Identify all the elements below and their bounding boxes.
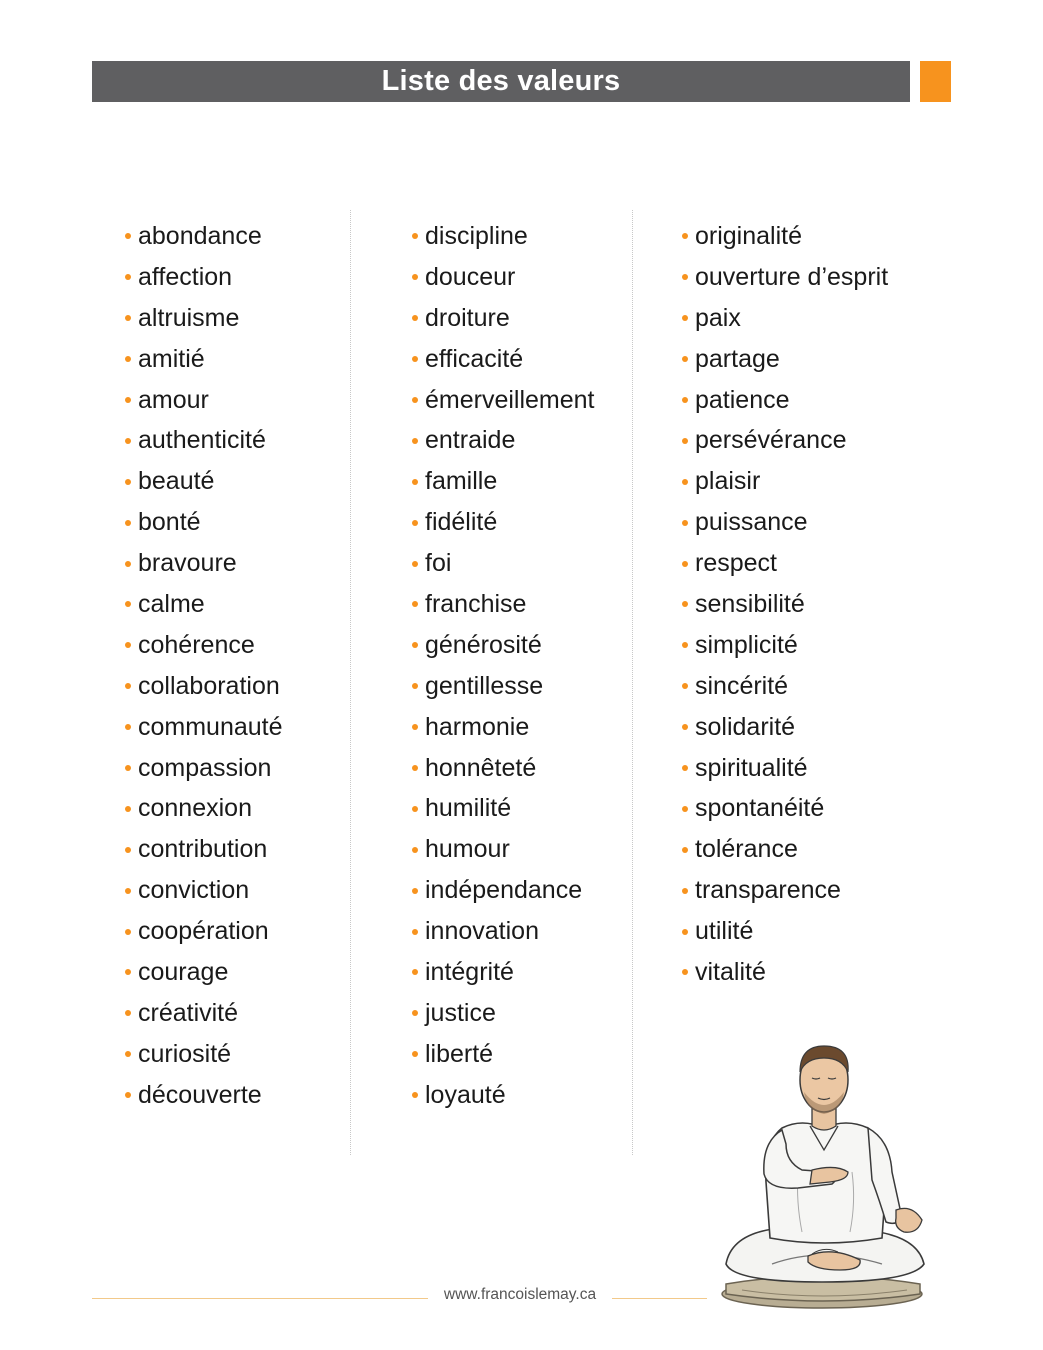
value-label: simplicité bbox=[695, 630, 798, 659]
bullet-icon bbox=[412, 683, 418, 689]
bullet-icon bbox=[125, 806, 131, 812]
value-label: émerveillement bbox=[425, 385, 595, 414]
value-label: découverte bbox=[138, 1080, 262, 1109]
value-item bbox=[412, 502, 595, 543]
value-item bbox=[682, 584, 888, 625]
value-label: harmonie bbox=[425, 712, 530, 741]
column-divider bbox=[350, 210, 351, 1155]
value-label: efficacité bbox=[425, 344, 524, 373]
bullet-icon bbox=[682, 438, 688, 444]
value-item bbox=[412, 666, 595, 707]
title-bar bbox=[92, 61, 910, 102]
value-label: abondance bbox=[138, 221, 262, 250]
values-column-3 bbox=[682, 216, 888, 993]
value-item bbox=[412, 257, 595, 298]
value-label: puissance bbox=[695, 508, 808, 537]
value-label: droiture bbox=[425, 303, 510, 332]
value-item bbox=[125, 543, 283, 584]
value-item bbox=[125, 298, 283, 339]
bullet-icon bbox=[412, 233, 418, 239]
value-item bbox=[412, 993, 595, 1034]
value-item bbox=[125, 584, 283, 625]
bullet-icon bbox=[682, 847, 688, 853]
value-item bbox=[682, 502, 888, 543]
value-item bbox=[412, 911, 595, 952]
value-item bbox=[412, 216, 595, 257]
value-item bbox=[682, 461, 888, 502]
value-item bbox=[412, 870, 595, 911]
value-item bbox=[682, 380, 888, 421]
value-label: innovation bbox=[425, 917, 539, 946]
bullet-icon bbox=[125, 724, 131, 730]
value-item bbox=[125, 461, 283, 502]
bullet-icon bbox=[682, 601, 688, 607]
footer-rule-left bbox=[92, 1298, 428, 1299]
value-label: gentillesse bbox=[425, 671, 544, 700]
value-label: spiritualité bbox=[695, 753, 808, 782]
value-label: calme bbox=[138, 589, 205, 618]
value-label: cohérence bbox=[138, 630, 255, 659]
value-label: partage bbox=[695, 344, 780, 373]
value-label: humour bbox=[425, 835, 510, 864]
bullet-icon bbox=[412, 888, 418, 894]
bullet-icon bbox=[412, 520, 418, 526]
bullet-icon bbox=[125, 888, 131, 894]
value-item bbox=[125, 257, 283, 298]
value-label: affection bbox=[138, 262, 233, 291]
bullet-icon bbox=[125, 438, 131, 444]
value-item bbox=[125, 829, 283, 870]
bullet-icon bbox=[125, 969, 131, 975]
bullet-icon bbox=[412, 847, 418, 853]
bullet-icon bbox=[412, 1010, 418, 1016]
value-item bbox=[125, 216, 283, 257]
bullet-icon bbox=[125, 642, 131, 648]
value-item bbox=[125, 707, 283, 748]
value-label: sincérité bbox=[695, 671, 789, 700]
value-label: plaisir bbox=[695, 467, 761, 496]
value-label: transparence bbox=[695, 876, 841, 905]
values-column-1 bbox=[125, 216, 283, 1116]
value-item bbox=[125, 339, 283, 380]
value-item bbox=[125, 952, 283, 993]
bullet-icon bbox=[125, 397, 131, 403]
value-label: conviction bbox=[138, 876, 250, 905]
value-label: entraide bbox=[425, 426, 516, 455]
value-label: authenticité bbox=[138, 426, 266, 455]
value-label: persévérance bbox=[695, 426, 847, 455]
value-label: courage bbox=[138, 957, 229, 986]
bullet-icon bbox=[412, 1092, 418, 1098]
bullet-icon bbox=[682, 561, 688, 567]
bullet-icon bbox=[682, 274, 688, 280]
value-label: compassion bbox=[138, 753, 272, 782]
value-item bbox=[412, 707, 595, 748]
value-label: créativité bbox=[138, 998, 239, 1027]
value-label: humilité bbox=[425, 794, 512, 823]
value-item bbox=[412, 829, 595, 870]
values-column-2 bbox=[412, 216, 595, 1116]
accent-square bbox=[920, 61, 951, 102]
value-label: ouverture d’esprit bbox=[695, 262, 889, 291]
value-label: originalité bbox=[695, 221, 803, 250]
value-label: honnêteté bbox=[425, 753, 537, 782]
value-label: spontanéité bbox=[695, 794, 825, 823]
value-item bbox=[682, 216, 888, 257]
value-item bbox=[412, 952, 595, 993]
value-label: intégrité bbox=[425, 957, 514, 986]
column-divider bbox=[632, 210, 633, 1155]
value-item bbox=[125, 993, 283, 1034]
value-item bbox=[682, 420, 888, 461]
value-label: tolérance bbox=[695, 835, 798, 864]
value-item bbox=[682, 788, 888, 829]
value-label: générosité bbox=[425, 630, 542, 659]
value-item bbox=[412, 461, 595, 502]
bullet-icon bbox=[125, 1092, 131, 1098]
value-label: bonté bbox=[138, 508, 201, 537]
value-item bbox=[412, 584, 595, 625]
bullet-icon bbox=[125, 847, 131, 853]
value-label: sensibilité bbox=[695, 589, 805, 618]
bullet-icon bbox=[125, 1010, 131, 1016]
bullet-icon bbox=[412, 806, 418, 812]
bullet-icon bbox=[682, 479, 688, 485]
value-item bbox=[412, 1034, 595, 1075]
bullet-icon bbox=[682, 397, 688, 403]
value-item bbox=[682, 748, 888, 789]
value-item bbox=[125, 911, 283, 952]
bullet-icon bbox=[682, 888, 688, 894]
meditating-man-illustration bbox=[712, 1032, 942, 1312]
value-label: loyauté bbox=[425, 1080, 506, 1109]
value-item bbox=[412, 748, 595, 789]
bullet-icon bbox=[125, 520, 131, 526]
value-label: respect bbox=[695, 549, 777, 578]
bullet-icon bbox=[412, 765, 418, 771]
value-label: communauté bbox=[138, 712, 283, 741]
value-item bbox=[682, 543, 888, 584]
value-item bbox=[125, 666, 283, 707]
bullet-icon bbox=[412, 397, 418, 403]
value-label: contribution bbox=[138, 835, 268, 864]
value-label: fidélité bbox=[425, 508, 498, 537]
value-item bbox=[412, 380, 595, 421]
value-item bbox=[412, 339, 595, 380]
footer-url[interactable]: www.francoislemay.ca bbox=[443, 1286, 597, 1303]
value-label: solidarité bbox=[695, 712, 796, 741]
value-label: indépendance bbox=[425, 876, 583, 905]
bullet-icon bbox=[412, 438, 418, 444]
value-label: douceur bbox=[425, 262, 516, 291]
value-label: connexion bbox=[138, 794, 252, 823]
bullet-icon bbox=[125, 561, 131, 567]
value-item bbox=[682, 339, 888, 380]
bullet-icon bbox=[682, 929, 688, 935]
value-label: justice bbox=[425, 998, 496, 1027]
bullet-icon bbox=[412, 929, 418, 935]
bullet-icon bbox=[412, 601, 418, 607]
value-label: collaboration bbox=[138, 671, 280, 700]
value-label: beauté bbox=[138, 467, 215, 496]
bullet-icon bbox=[682, 520, 688, 526]
value-item bbox=[682, 829, 888, 870]
value-label: paix bbox=[695, 303, 741, 332]
value-item bbox=[412, 788, 595, 829]
value-label: patience bbox=[695, 385, 790, 414]
value-item bbox=[412, 298, 595, 339]
bullet-icon bbox=[412, 356, 418, 362]
bullet-icon bbox=[682, 642, 688, 648]
value-item bbox=[125, 788, 283, 829]
value-label: coopération bbox=[138, 917, 269, 946]
bullet-icon bbox=[125, 315, 131, 321]
bullet-icon bbox=[125, 479, 131, 485]
value-item bbox=[125, 380, 283, 421]
bullet-icon bbox=[682, 806, 688, 812]
bullet-icon bbox=[682, 315, 688, 321]
value-label: liberté bbox=[425, 1039, 494, 1068]
value-label: amour bbox=[138, 385, 209, 414]
value-item bbox=[412, 543, 595, 584]
value-item bbox=[125, 625, 283, 666]
value-item bbox=[682, 911, 888, 952]
value-item bbox=[682, 298, 888, 339]
bullet-icon bbox=[125, 765, 131, 771]
bullet-icon bbox=[412, 315, 418, 321]
bullet-icon bbox=[412, 274, 418, 280]
bullet-icon bbox=[125, 233, 131, 239]
bullet-icon bbox=[412, 969, 418, 975]
bullet-icon bbox=[125, 683, 131, 689]
value-item bbox=[125, 748, 283, 789]
value-label: famille bbox=[425, 467, 498, 496]
value-item bbox=[125, 1034, 283, 1075]
bullet-icon bbox=[412, 1051, 418, 1057]
bullet-icon bbox=[682, 356, 688, 362]
bullet-icon bbox=[682, 765, 688, 771]
bullet-icon bbox=[412, 479, 418, 485]
footer-rule-right bbox=[612, 1298, 707, 1299]
bullet-icon bbox=[412, 561, 418, 567]
value-item bbox=[682, 707, 888, 748]
value-item bbox=[682, 666, 888, 707]
bullet-icon bbox=[682, 724, 688, 730]
value-item bbox=[682, 257, 888, 298]
value-item bbox=[125, 870, 283, 911]
value-item bbox=[412, 1075, 595, 1116]
value-item bbox=[125, 1075, 283, 1116]
value-label: franchise bbox=[425, 589, 527, 618]
value-item bbox=[125, 420, 283, 461]
value-label: utilité bbox=[695, 917, 754, 946]
value-item bbox=[682, 870, 888, 911]
bullet-icon bbox=[412, 642, 418, 648]
bullet-icon bbox=[682, 233, 688, 239]
bullet-icon bbox=[682, 683, 688, 689]
value-label: vitalité bbox=[695, 957, 766, 986]
bullet-icon bbox=[125, 356, 131, 362]
bullet-icon bbox=[412, 724, 418, 730]
value-item bbox=[412, 625, 595, 666]
value-label: altruisme bbox=[138, 303, 240, 332]
value-label: foi bbox=[425, 549, 452, 578]
bullet-icon bbox=[682, 969, 688, 975]
value-label: amitié bbox=[138, 344, 205, 373]
value-item bbox=[125, 502, 283, 543]
bullet-icon bbox=[125, 1051, 131, 1057]
value-item bbox=[682, 952, 888, 993]
value-label: bravoure bbox=[138, 549, 237, 578]
bullet-icon bbox=[125, 274, 131, 280]
value-item bbox=[682, 625, 888, 666]
bullet-icon bbox=[125, 929, 131, 935]
bullet-icon bbox=[125, 601, 131, 607]
value-item bbox=[412, 420, 595, 461]
value-label: discipline bbox=[425, 221, 528, 250]
value-label: curiosité bbox=[138, 1039, 232, 1068]
page-title: Liste des valeurs bbox=[381, 65, 621, 97]
